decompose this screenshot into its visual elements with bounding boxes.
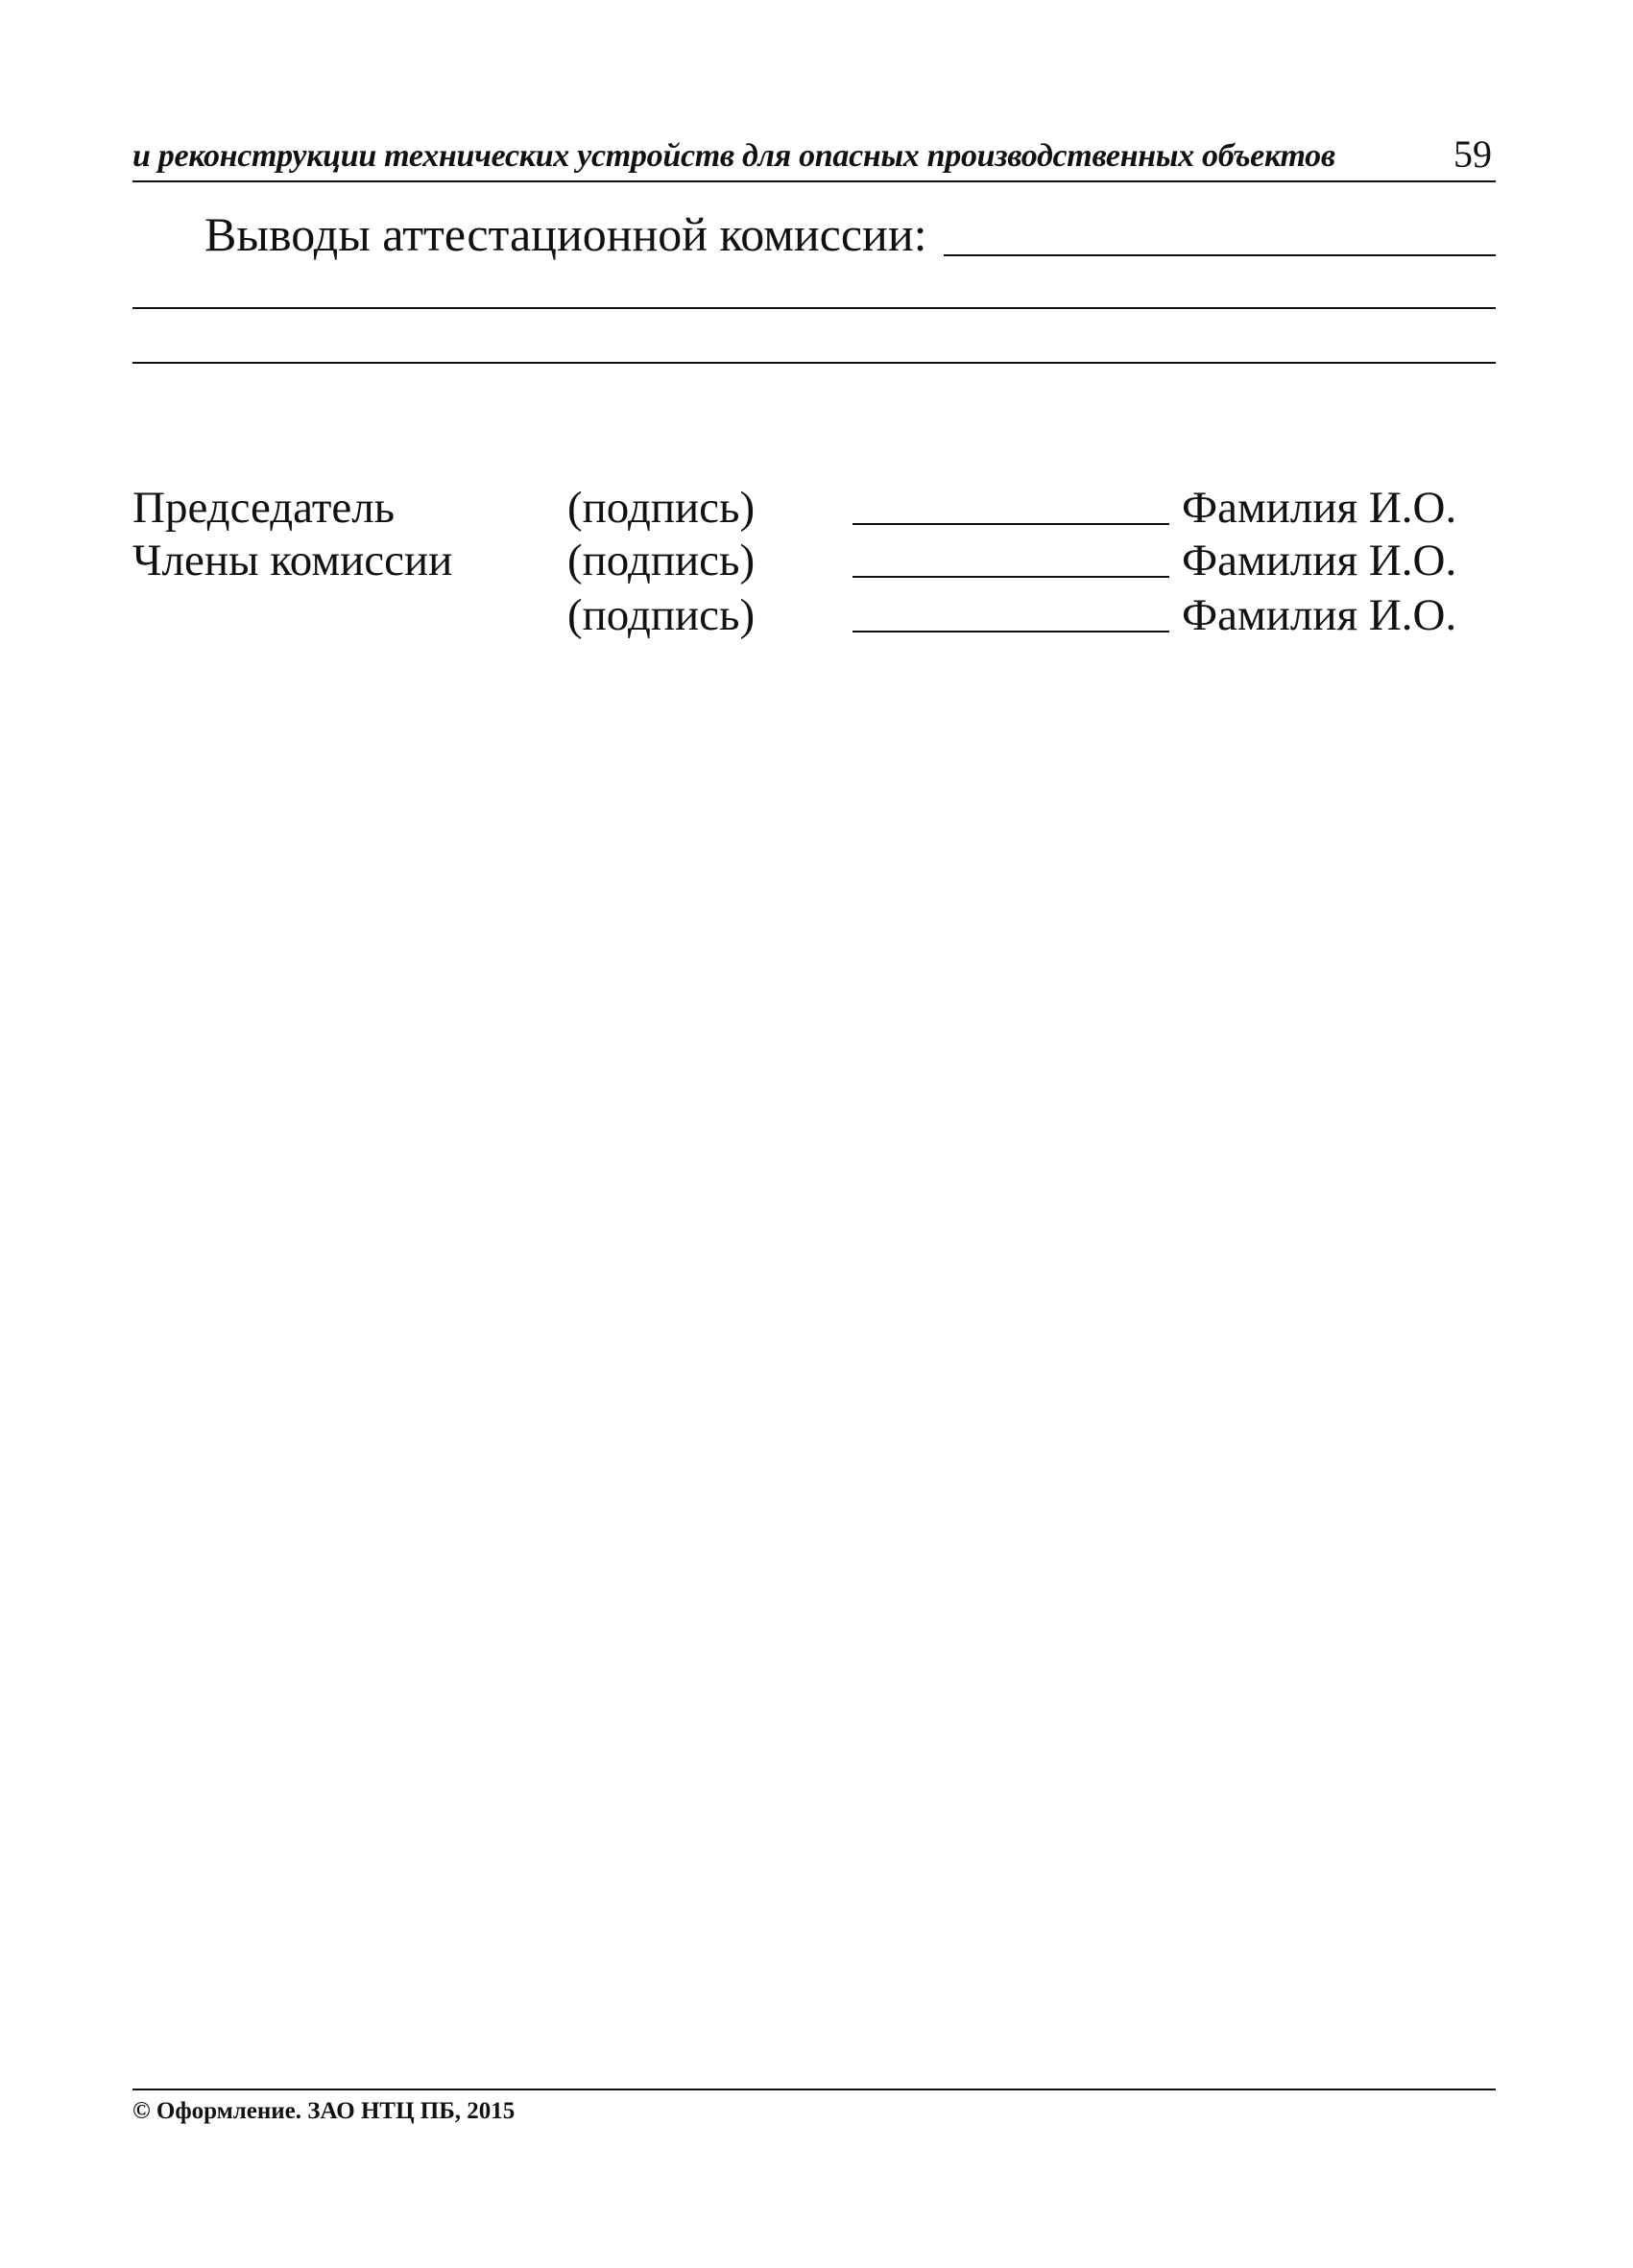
running-title: и реконструкции технических устройств для опасных производственных объектов [132, 138, 1335, 174]
signature-label: (подпись) [567, 536, 756, 585]
signature-role: Председатель [132, 483, 396, 533]
footer-copyright: © Оформление. ЗАО НТЦ ПБ, 2015 [132, 2098, 516, 2124]
page-number: 59 [1453, 132, 1492, 176]
signature-role: Члены комиссии [132, 536, 453, 585]
conclusions-blank-line [132, 307, 1496, 309]
signature-line [853, 631, 1169, 633]
signature-row-chairman [132, 482, 1496, 536]
signature-name: Фамилия И.О. [1182, 590, 1457, 640]
signature-label: (подпись) [567, 483, 756, 533]
signature-name: Фамилия И.О. [1182, 536, 1457, 585]
conclusions-fill-line [944, 254, 1496, 256]
signature-row-member [132, 589, 1496, 643]
signature-line [853, 576, 1169, 578]
conclusions-label: Выводы аттестационной комиссии: [204, 207, 927, 261]
signature-label: (подпись) [567, 590, 756, 640]
signature-name: Фамилия И.О. [1182, 483, 1457, 533]
signature-row-member [132, 535, 1496, 588]
conclusions-blank-line [132, 362, 1496, 364]
footer-rule [132, 2089, 1496, 2090]
commission-conclusions [204, 206, 1496, 264]
running-header [132, 127, 1496, 182]
signature-line [853, 523, 1169, 525]
